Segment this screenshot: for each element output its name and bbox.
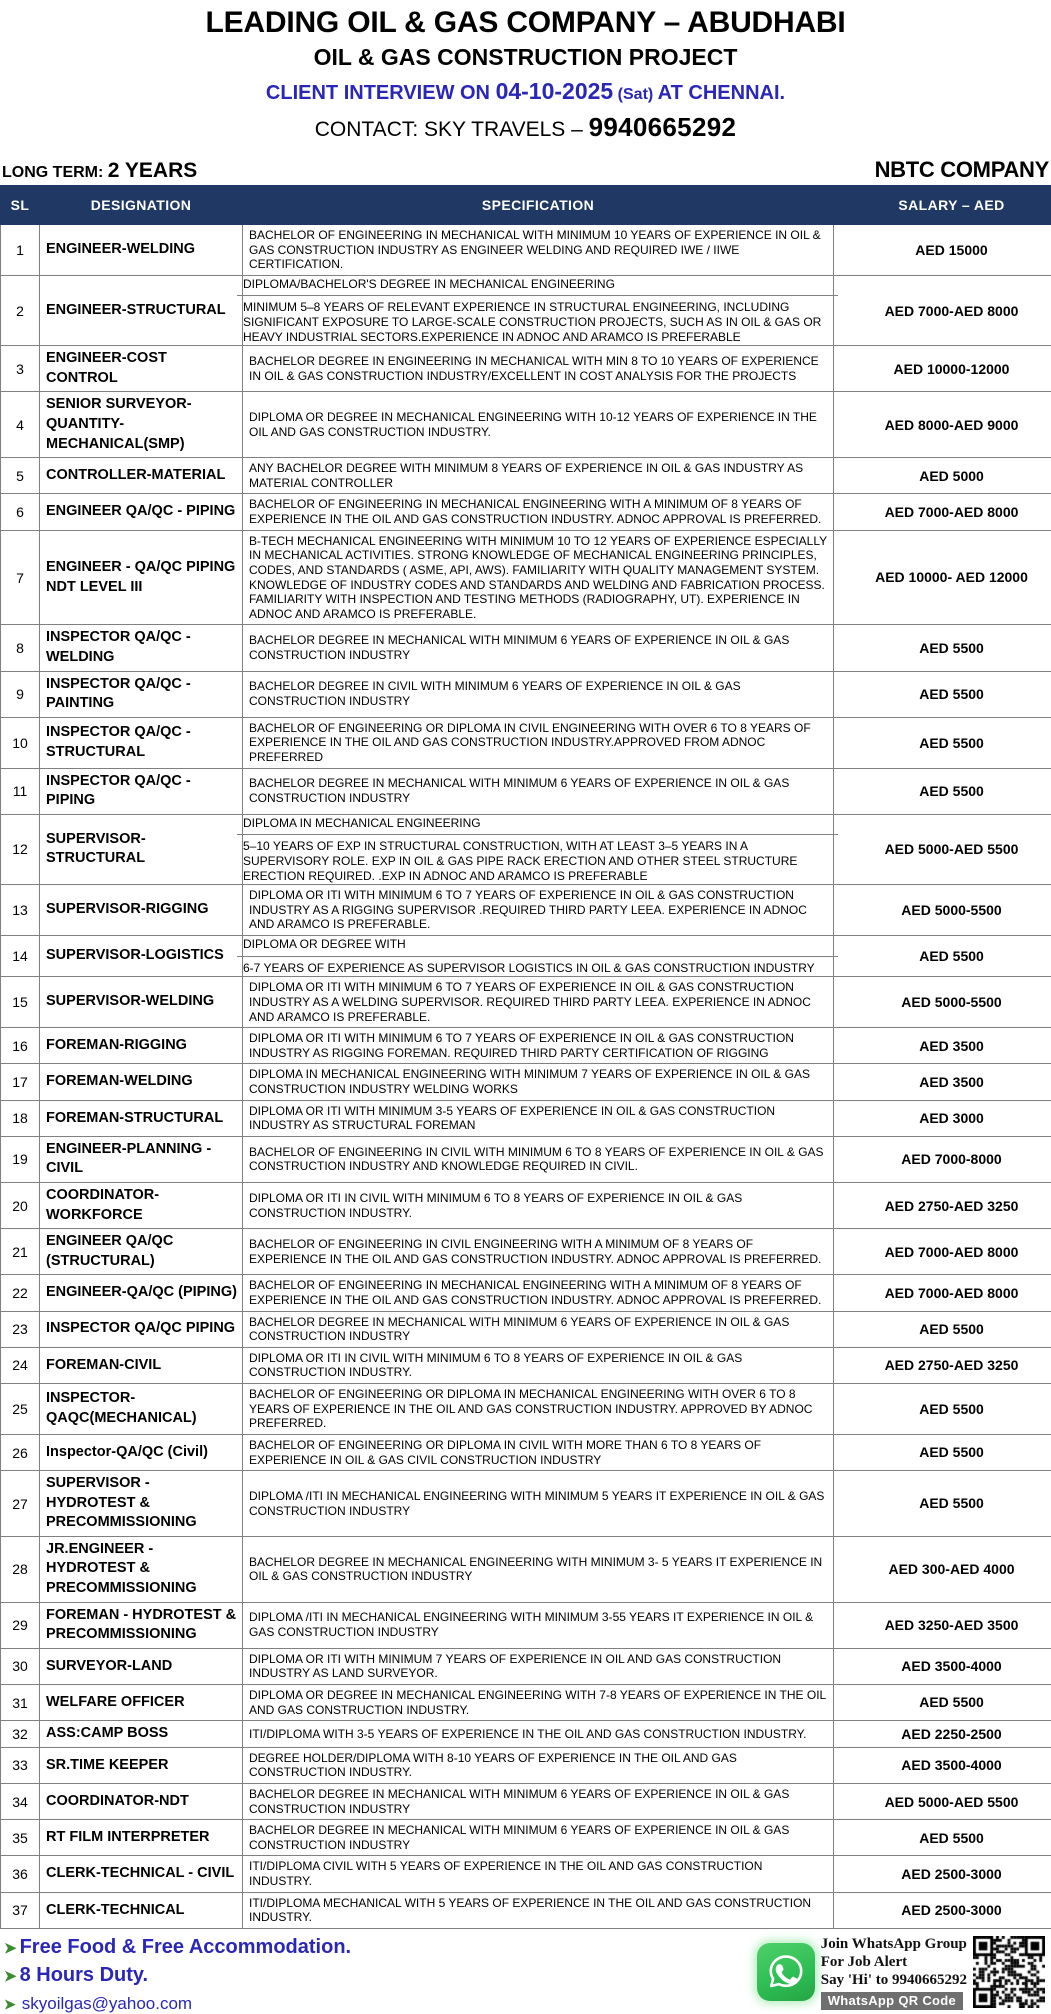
row-designation: ENGINEER-STRUCTURAL	[40, 275, 243, 346]
row-salary: AED 5500	[834, 625, 1051, 671]
table-row	[1, 1028, 1051, 1064]
row-serial-number: 24	[1, 1347, 40, 1383]
row-specification: BACHELOR DEGREE IN MECHANICAL WITH MINIMUM 6 YEARS OF EXPERIENCE IN OIL & GAS CONSTRUCTION INDUSTRY	[243, 625, 834, 671]
row-designation: Inspector-QA/QC (Civil)	[40, 1434, 243, 1470]
row-salary: AED 5500	[834, 936, 1051, 977]
row-serial-number: 12	[1, 814, 40, 885]
table-row	[1, 494, 1051, 530]
row-specification: BACHELOR DEGREE IN MECHANICAL ENGINEERING WITH MINIMUM 3- 5 YEARS IT EXPERIENCE IN OIL & GAS CONSTRUCTION INDUSTRY	[243, 1536, 834, 1602]
row-designation: JR.ENGINEER - HYDROTEST & PRECOMMISSIONING	[40, 1536, 243, 1602]
row-salary: AED 2500-3000	[834, 1856, 1051, 1892]
row-serial-number: 6	[1, 494, 40, 530]
table-row	[1, 1183, 1051, 1229]
row-serial-number: 10	[1, 717, 40, 768]
table-row	[1, 224, 1051, 275]
table-row	[1, 1434, 1051, 1470]
jobs-table-body	[1, 224, 1051, 1928]
row-salary: AED 5500	[834, 1471, 1051, 1537]
whatsapp-line-1: Join WhatsApp Group	[821, 1935, 967, 1953]
chevron-right-icon: ➤	[4, 1940, 17, 1959]
row-designation: ASS:CAMP BOSS	[40, 1721, 243, 1748]
row-designation: INSPECTOR QA/QC - PIPING	[40, 768, 243, 814]
qr-code-image[interactable]	[973, 1936, 1045, 2008]
row-designation: INSPECTOR-QAQC(MECHANICAL)	[40, 1384, 243, 1435]
row-specification: BACHELOR OF ENGINEERING IN MECHANICAL ENGINEERING WITH A MINIMUM OF 8 YEARS OF EXPERIENCE IN THE OIL AND GAS CONSTRUCTION INDUSTRY. ADNOC APPROVAL IS PREFERRED.	[243, 1275, 834, 1311]
row-serial-number: 28	[1, 1536, 40, 1602]
row-serial-number: 19	[1, 1136, 40, 1182]
table-row	[1, 1892, 1051, 1928]
row-specification: BACHELOR DEGREE IN MECHANICAL WITH MINIMUM 6 YEARS OF EXPERIENCE IN OIL & GAS CONSTRUCTION INDUSTRY	[243, 1820, 834, 1856]
table-row	[1, 1229, 1051, 1275]
row-designation: CONTROLLER-MATERIAL	[40, 458, 243, 494]
row-salary: AED 10000- AED 12000	[834, 530, 1051, 625]
row-designation: FOREMAN-STRUCTURAL	[40, 1100, 243, 1136]
row-salary: AED 3500	[834, 1028, 1051, 1064]
row-salary: AED 5500	[834, 1311, 1051, 1347]
row-salary: AED 2750-AED 3250	[834, 1347, 1051, 1383]
row-designation: SUPERVISOR-STRUCTURAL	[40, 814, 243, 885]
row-salary: AED 5500	[834, 768, 1051, 814]
row-serial-number: 18	[1, 1100, 40, 1136]
row-designation: INSPECTOR QA/QC - WELDING	[40, 625, 243, 671]
row-serial-number: 3	[1, 346, 40, 392]
row-salary: AED 3250-AED 3500	[834, 1602, 1051, 1648]
table-row	[1, 768, 1051, 814]
long-term-label: LONG TERM:	[2, 164, 108, 181]
column-header-salary: SALARY – AED	[834, 185, 1051, 224]
interview-location: AT CHENNAI.	[658, 82, 785, 104]
row-salary: AED 5500	[834, 671, 1051, 717]
row-serial-number: 20	[1, 1183, 40, 1229]
row-salary: AED 2250-2500	[834, 1721, 1051, 1748]
table-row	[1, 1136, 1051, 1182]
table-row	[1, 1347, 1051, 1383]
row-serial-number: 26	[1, 1434, 40, 1470]
row-serial-number: 25	[1, 1384, 40, 1435]
row-serial-number: 14	[1, 936, 40, 977]
row-designation: SUPERVISOR-LOGISTICS	[40, 936, 243, 977]
row-designation: FOREMAN - HYDROTEST & PRECOMMISSIONING	[40, 1602, 243, 1648]
row-serial-number: 31	[1, 1684, 40, 1720]
contact-email[interactable]: skyoilgas@yahoo.com	[22, 1993, 192, 2014]
row-serial-number: 37	[1, 1892, 40, 1928]
row-salary: AED 5500	[834, 717, 1051, 768]
table-row	[1, 977, 1051, 1028]
table-row	[1, 1536, 1051, 1602]
chevron-right-icon: ➤	[4, 1968, 17, 1987]
row-serial-number: 34	[1, 1783, 40, 1819]
row-serial-number: 23	[1, 1311, 40, 1347]
row-salary: AED 300-AED 4000	[834, 1536, 1051, 1602]
row-specification: DIPLOMA OR DEGREE IN MECHANICAL ENGINEERING WITH 7-8 YEARS OF EXPERIENCE IN THE OIL AND GAS CONSTRUCTION INDUSTRY.	[243, 1684, 834, 1720]
row-specification: ITI/DIPLOMA WITH 3-5 YEARS OF EXPERIENCE IN THE OIL AND GAS CONSTRUCTION INDUSTRY.	[243, 1721, 834, 1748]
row-salary: AED 8000-AED 9000	[834, 392, 1051, 458]
row-designation: SR.TIME KEEPER	[40, 1747, 243, 1783]
table-row	[1, 1684, 1051, 1720]
row-serial-number: 30	[1, 1648, 40, 1684]
row-salary: AED 5000-5500	[834, 977, 1051, 1028]
row-salary: AED 7000-AED 8000	[834, 1275, 1051, 1311]
row-salary: AED 3500-4000	[834, 1648, 1051, 1684]
row-specification: DIPLOMA IN MECHANICAL ENGINEERING WITH MINIMUM 7 YEARS OF EXPERIENCE IN OIL & GAS CONSTRUCTION INDUSTRY WELDING WORKS	[243, 1064, 834, 1100]
interview-prefix: CLIENT INTERVIEW ON	[266, 82, 496, 104]
table-row	[1, 392, 1051, 458]
interview-date: 04-10-2025	[496, 78, 614, 104]
row-designation: FOREMAN-CIVIL	[40, 1347, 243, 1383]
row-serial-number: 29	[1, 1602, 40, 1648]
row-specification: BACHELOR OF ENGINEERING IN MECHANICAL WITH MINIMUM 10 YEARS OF EXPERIENCE IN OIL & GAS CONSTRUCTION INDUSTRY AS ENGINEER WELDING AND REQUIRED IWE / IIWE CERTIFICATION.	[243, 224, 834, 275]
table-row	[1, 346, 1051, 392]
row-specification-part-2: 6-7 YEARS OF EXPERIENCE AS SUPERVISOR LOGISTICS IN OIL & GAS CONSTRUCTION INDUSTRY	[237, 957, 838, 980]
row-specification: BACHELOR OF ENGINEERING OR DIPLOMA IN CIVIL WITH MORE THAN 6 TO 8 YEARS OF EXPERIENCE IN OIL & GAS CIVIL CONSTRUCTION INDUSTRY	[243, 1434, 834, 1470]
row-salary: AED 15000	[834, 224, 1051, 275]
whatsapp-text-block	[821, 1935, 967, 2010]
row-specification-part-2: MINIMUM 5–8 YEARS OF RELEVANT EXPERIENCE IN STRUCTURAL ENGINEERING, INCLUDING SIGNIFICANT EXPOSURE TO LARGE-SCALE CONSTRUCTION PROJECTS, SUCH AS IN OIL & GAS OR HEAVY INDUSTRIAL SECTORS.EXPERIENCE IN ADNOC AND ARAMCO IS PREFERABLE	[237, 296, 838, 348]
row-salary: AED 5000-AED 5500	[834, 814, 1051, 885]
table-row	[1, 1100, 1051, 1136]
benefits-list	[4, 1933, 351, 2014]
row-salary: AED 7000-8000	[834, 1136, 1051, 1182]
row-specification: BACHELOR OF ENGINEERING IN CIVIL WITH MINIMUM 6 TO 8 YEARS OF EXPERIENCE IN OIL & GAS CONSTRUCTION INDUSTRY AND KNOWLEDGE REQUIRED IN CIVIL.	[243, 1136, 834, 1182]
row-designation: RT FILM INTERPRETER	[40, 1820, 243, 1856]
table-row	[1, 458, 1051, 494]
row-serial-number: 7	[1, 530, 40, 625]
table-row	[1, 1783, 1051, 1819]
table-row	[1, 671, 1051, 717]
row-salary: AED 2750-AED 3250	[834, 1183, 1051, 1229]
contact-prefix: CONTACT: SKY TRAVELS –	[315, 118, 589, 141]
row-serial-number: 17	[1, 1064, 40, 1100]
benefit-duty-label: 8 Hours Duty.	[20, 1963, 149, 1988]
row-specification: BACHELOR DEGREE IN ENGINEERING IN MECHANICAL WITH MIN 8 TO 10 YEARS OF EXPERIENCE IN OIL & GAS CONSTRUCTION INDUSTRY/EXCELLENT IN COST ANALYSIS FOR THE PROJECTS	[243, 346, 834, 392]
row-salary: AED 3000	[834, 1100, 1051, 1136]
row-serial-number: 22	[1, 1275, 40, 1311]
row-salary: AED 5000-5500	[834, 885, 1051, 936]
table-row	[1, 936, 1051, 977]
table-row	[1, 1747, 1051, 1783]
contact-line	[0, 112, 1051, 143]
jobs-table	[0, 185, 1051, 1929]
row-designation: SUPERVISOR-WELDING	[40, 977, 243, 1028]
row-specification: DIPLOMA OR ITI WITH MINIMUM 6 TO 7 YEARS OF EXPERIENCE IN OIL & GAS CONSTRUCTION INDUSTRY AS A WELDING SUPERVISOR. REQUIRED THIRD PARTY LEEA. EXPERIENCE IN ADNOC AND ARAMCO IS PREFERABLE.	[243, 977, 834, 1028]
long-term-value: 2 YEARS	[108, 159, 198, 182]
row-salary: AED 5000-AED 5500	[834, 1783, 1051, 1819]
row-serial-number: 27	[1, 1471, 40, 1537]
row-salary: AED 5500	[834, 1684, 1051, 1720]
whatsapp-line-2: For Job Alert	[821, 1953, 967, 1971]
whatsapp-icon[interactable]	[757, 1943, 815, 2001]
qr-code-badge: WhatsApp QR Code	[821, 1992, 963, 2010]
table-row	[1, 530, 1051, 625]
table-row	[1, 1648, 1051, 1684]
row-designation: CLERK-TECHNICAL	[40, 1892, 243, 1928]
hiring-company-name: NBTC COMPANY	[875, 157, 1049, 183]
interview-day: (Sat)	[613, 86, 657, 103]
long-term-info	[2, 159, 197, 183]
row-serial-number: 1	[1, 224, 40, 275]
row-designation: WELFARE OFFICER	[40, 1684, 243, 1720]
chevron-right-icon: ➤	[4, 1996, 16, 2014]
row-serial-number: 21	[1, 1229, 40, 1275]
row-specification: DIPLOMA OR ITI WITH MINIMUM 6 TO 7 YEARS OF EXPERIENCE IN OIL & GAS CONSTRUCTION INDUSTRY AS A RIGGING SUPERVISOR .REQUIRED THIRD PARTY LEEA. EXPERIENCE IN ADNOC AND ARAMCO IS PREFERABLE.	[243, 885, 834, 936]
row-specification: BACHELOR DEGREE IN CIVIL WITH MINIMUM 6 YEARS OF EXPERIENCE IN OIL & GAS CONSTRUCTION INDUSTRY	[243, 671, 834, 717]
column-header-sl: SL	[1, 185, 40, 224]
row-designation: ENGINEER - QA/QC PIPING NDT LEVEL III	[40, 530, 243, 625]
row-salary: AED 3500	[834, 1064, 1051, 1100]
project-title: OIL & GAS CONSTRUCTION PROJECT	[0, 44, 1051, 72]
subheader-bar	[0, 157, 1051, 185]
table-row	[1, 1384, 1051, 1435]
row-salary: AED 5500	[834, 1434, 1051, 1470]
row-designation: ENGINEER-PLANNING - CIVIL	[40, 1136, 243, 1182]
table-row	[1, 1721, 1051, 1748]
row-specification: ITI/DIPLOMA CIVIL WITH 5 YEARS OF EXPERIENCE IN THE OIL AND GAS CONSTRUCTION INDUSTRY.	[243, 1856, 834, 1892]
row-specification: BACHELOR OF ENGINEERING IN CIVIL ENGINEERING WITH A MINIMUM OF 8 YEARS OF EXPERIENCE IN THE OIL AND GAS CONSTRUCTION INDUSTRY. ADNOC APPROVAL IS PREFERRED.	[243, 1229, 834, 1275]
row-serial-number: 33	[1, 1747, 40, 1783]
row-specification: BACHELOR OF ENGINEERING OR DIPLOMA IN MECHANICAL ENGINEERING WITH OVER 6 TO 8 YEARS OF EXPERIENCE IN THE OIL AND GAS CONSTRUCTION INDUSTRY. APPROVED BY ADNOC PREFERRED.	[243, 1384, 834, 1435]
benefit-item-food	[4, 1935, 351, 1960]
row-specification: B-TECH MECHANICAL ENGINEERING WITH MINIMUM 10 TO 12 YEARS OF EXPERIENCE ESPECIALLY IN MECHANICAL ACTIVITIES. STRONG KNOWLEDGE OF MECHANICAL ENGINEERING PRINCIPLES, CODES, AND STANDARDS ( ASME, API, AWS). FAMILIARITY WITH QUALITY MANAGEMENT SYSTEM. KNOWLEDGE OF INDUSTRY CODES AND STANDARDS AND WELDING AND FABRICATION PROCESS. FAMILIARITY WITH INSPECTION AND TESTING METHODS (RADIOGRAPHY, UT). EXPERIENCE IN ADNOC AND ARAMCO IS PREFERABLE.	[243, 530, 834, 625]
row-designation: ENGINEER-COST CONTROL	[40, 346, 243, 392]
row-serial-number: 15	[1, 977, 40, 1028]
row-designation: INSPECTOR QA/QC - STRUCTURAL	[40, 717, 243, 768]
row-salary: AED 7000-AED 8000	[834, 1229, 1051, 1275]
table-row	[1, 1471, 1051, 1537]
column-header-designation: DESIGNATION	[40, 185, 243, 224]
column-header-specification: SPECIFICATION	[243, 185, 834, 224]
row-salary: AED 7000-AED 8000	[834, 275, 1051, 346]
row-specification: DIPLOMA OR ITI WITH MINIMUM 7 YEARS OF EXPERIENCE IN OIL AND GAS CONSTRUCTION INDUSTRY AS LAND SURVEYOR.	[243, 1648, 834, 1684]
table-row	[1, 275, 1051, 346]
row-specification-part-1: DIPLOMA IN MECHANICAL ENGINEERING	[237, 812, 838, 836]
row-serial-number: 32	[1, 1721, 40, 1748]
row-specification: DEGREE HOLDER/DIPLOMA WITH 8-10 YEARS OF EXPERIENCE IN THE OIL AND GAS CONSTRUCTION INDUSTRY.	[243, 1747, 834, 1783]
table-row	[1, 885, 1051, 936]
row-specification: DIPLOMA /ITI IN MECHANICAL ENGINEERING WITH MINIMUM 5 YEARS IT EXPERIENCE IN OIL & GAS CONSTRUCTION INDUSTRY	[243, 1471, 834, 1537]
row-designation: SURVEYOR-LAND	[40, 1648, 243, 1684]
row-designation: CLERK-TECHNICAL - CIVIL	[40, 1856, 243, 1892]
ad-footer	[0, 1933, 1051, 2014]
table-row	[1, 1856, 1051, 1892]
row-specification: DIPLOMA OR ITI IN CIVIL WITH MINIMUM 6 TO 8 YEARS OF EXPERIENCE IN OIL & GAS CONSTRUCTION INDUSTRY.	[243, 1347, 834, 1383]
row-serial-number: 4	[1, 392, 40, 458]
table-row	[1, 814, 1051, 885]
table-row	[1, 717, 1051, 768]
row-specification: BACHELOR OF ENGINEERING IN MECHANICAL ENGINEERING WITH A MINIMUM OF 8 YEARS OF EXPERIENCE IN THE OIL AND GAS CONSTRUCTION INDUSTRY. ADNOC APPROVAL IS PREFERRED.	[243, 494, 834, 530]
company-title: LEADING OIL & GAS COMPANY – ABUDHABI	[0, 6, 1051, 40]
row-specification	[243, 936, 834, 977]
row-designation: SENIOR SURVEYOR-QUANTITY-MECHANICAL(SMP)	[40, 392, 243, 458]
row-specification: DIPLOMA OR ITI IN CIVIL WITH MINIMUM 6 TO 8 YEARS OF EXPERIENCE IN OIL & GAS CONSTRUCTION INDUSTRY.	[243, 1183, 834, 1229]
row-designation: COORDINATOR-NDT	[40, 1783, 243, 1819]
table-header-row	[1, 185, 1051, 224]
row-designation: SUPERVISOR-RIGGING	[40, 885, 243, 936]
row-salary: AED 10000-12000	[834, 346, 1051, 392]
benefit-food-label: Free Food & Free Accommodation.	[20, 1935, 352, 1960]
row-serial-number: 2	[1, 275, 40, 346]
row-salary: AED 2500-3000	[834, 1892, 1051, 1928]
table-row	[1, 1602, 1051, 1648]
row-salary: AED 7000-AED 8000	[834, 494, 1051, 530]
row-serial-number: 9	[1, 671, 40, 717]
row-designation: COORDINATOR-WORKFORCE	[40, 1183, 243, 1229]
row-specification: DIPLOMA OR ITI WITH MINIMUM 6 TO 7 YEARS OF EXPERIENCE IN OIL & GAS CONSTRUCTION INDUSTRY AS RIGGING FOREMAN. REQUIRED THIRD PARTY CERTIFICATION OF RIGGING	[243, 1028, 834, 1064]
row-designation: ENGINEER QA/QC (STRUCTURAL)	[40, 1229, 243, 1275]
ad-header	[0, 0, 1051, 143]
row-designation: INSPECTOR QA/QC PIPING	[40, 1311, 243, 1347]
row-specification: BACHELOR DEGREE IN MECHANICAL WITH MINIMUM 6 YEARS OF EXPERIENCE IN OIL & GAS CONSTRUCTION INDUSTRY	[243, 1783, 834, 1819]
row-serial-number: 35	[1, 1820, 40, 1856]
table-row	[1, 1311, 1051, 1347]
row-specification-part-1: DIPLOMA OR DEGREE WITH	[237, 933, 838, 957]
row-serial-number: 13	[1, 885, 40, 936]
row-designation: SUPERVISOR - HYDROTEST & PRECOMMISSIONING	[40, 1471, 243, 1537]
table-row	[1, 1064, 1051, 1100]
row-serial-number: 36	[1, 1856, 40, 1892]
row-salary: AED 5500	[834, 1820, 1051, 1856]
row-salary: AED 5000	[834, 458, 1051, 494]
row-specification: BACHELOR DEGREE IN MECHANICAL WITH MINIMUM 6 YEARS OF EXPERIENCE IN OIL & GAS CONSTRUCTION INDUSTRY	[243, 1311, 834, 1347]
whatsapp-line-3: Say 'Hi' to 9940665292	[821, 1971, 967, 1989]
row-specification-part-2: 5–10 YEARS OF EXP IN STRUCTURAL CONSTRUCTION, WITH AT LEAST 3–5 YEARS IN A SUPERVISORY ROLE. EXP IN OIL & GAS PIPE RACK ERECTION AND OTHER STEEL STRUCTURE ERECTION REQUIRED. .EXP IN ADNOC AND ARAMCO IS PREFERABLE	[237, 835, 838, 887]
contact-email-row[interactable]	[4, 1993, 351, 2014]
row-specification: DIPLOMA OR ITI WITH MINIMUM 3-5 YEARS OF EXPERIENCE IN OIL & GAS CONSTRUCTION INDUSTRY AS STRUCTURAL FOREMAN	[243, 1100, 834, 1136]
row-specification: DIPLOMA /ITI IN MECHANICAL ENGINEERING WITH MINIMUM 3-55 YEARS IT EXPERIENCE IN OIL & GAS CONSTRUCTION INDUSTRY	[243, 1602, 834, 1648]
contact-phone: 9940665292	[589, 112, 737, 142]
row-designation: FOREMAN-WELDING	[40, 1064, 243, 1100]
jobs-table-head	[1, 185, 1051, 224]
row-specification: BACHELOR OF ENGINEERING OR DIPLOMA IN CIVIL ENGINEERING WITH OVER 6 TO 8 YEARS OF EXPERIENCE IN THE OIL AND GAS CONSTRUCTION INDUSTRY.APPROVED FROM ADNOC PREFERRED	[243, 717, 834, 768]
row-specification: ITI/DIPLOMA MECHANICAL WITH 5 YEARS OF EXPERIENCE IN THE OIL AND GAS CONSTRUCTION INDUSTRY.	[243, 1892, 834, 1928]
row-serial-number: 16	[1, 1028, 40, 1064]
row-salary: AED 5500	[834, 1384, 1051, 1435]
row-designation: ENGINEER QA/QC - PIPING	[40, 494, 243, 530]
row-designation: INSPECTOR QA/QC - PAINTING	[40, 671, 243, 717]
row-specification	[243, 814, 834, 885]
interview-announcement	[0, 78, 1051, 106]
row-specification: ANY BACHELOR DEGREE WITH MINIMUM 8 YEARS OF EXPERIENCE IN OIL & GAS INDUSTRY AS MATERIAL CONTROLLER	[243, 458, 834, 494]
row-specification-part-1: DIPLOMA/BACHELOR'S DEGREE IN MECHANICAL ENGINEERING	[237, 273, 838, 297]
benefit-item-duty	[4, 1963, 351, 1988]
row-serial-number: 11	[1, 768, 40, 814]
row-designation: ENGINEER-WELDING	[40, 224, 243, 275]
whatsapp-promo	[757, 1933, 1047, 2010]
row-salary: AED 3500-4000	[834, 1747, 1051, 1783]
row-designation: FOREMAN-RIGGING	[40, 1028, 243, 1064]
row-specification: DIPLOMA OR DEGREE IN MECHANICAL ENGINEERING WITH 10-12 YEARS OF EXPERIENCE IN THE OIL AND GAS CONSTRUCTION INDUSTRY.	[243, 392, 834, 458]
row-serial-number: 8	[1, 625, 40, 671]
row-designation: ENGINEER-QA/QC (PIPING)	[40, 1275, 243, 1311]
table-row	[1, 625, 1051, 671]
row-specification: BACHELOR DEGREE IN MECHANICAL WITH MINIMUM 6 YEARS OF EXPERIENCE IN OIL & GAS CONSTRUCTION INDUSTRY	[243, 768, 834, 814]
row-specification	[243, 275, 834, 346]
table-row	[1, 1820, 1051, 1856]
table-row	[1, 1275, 1051, 1311]
row-serial-number: 5	[1, 458, 40, 494]
